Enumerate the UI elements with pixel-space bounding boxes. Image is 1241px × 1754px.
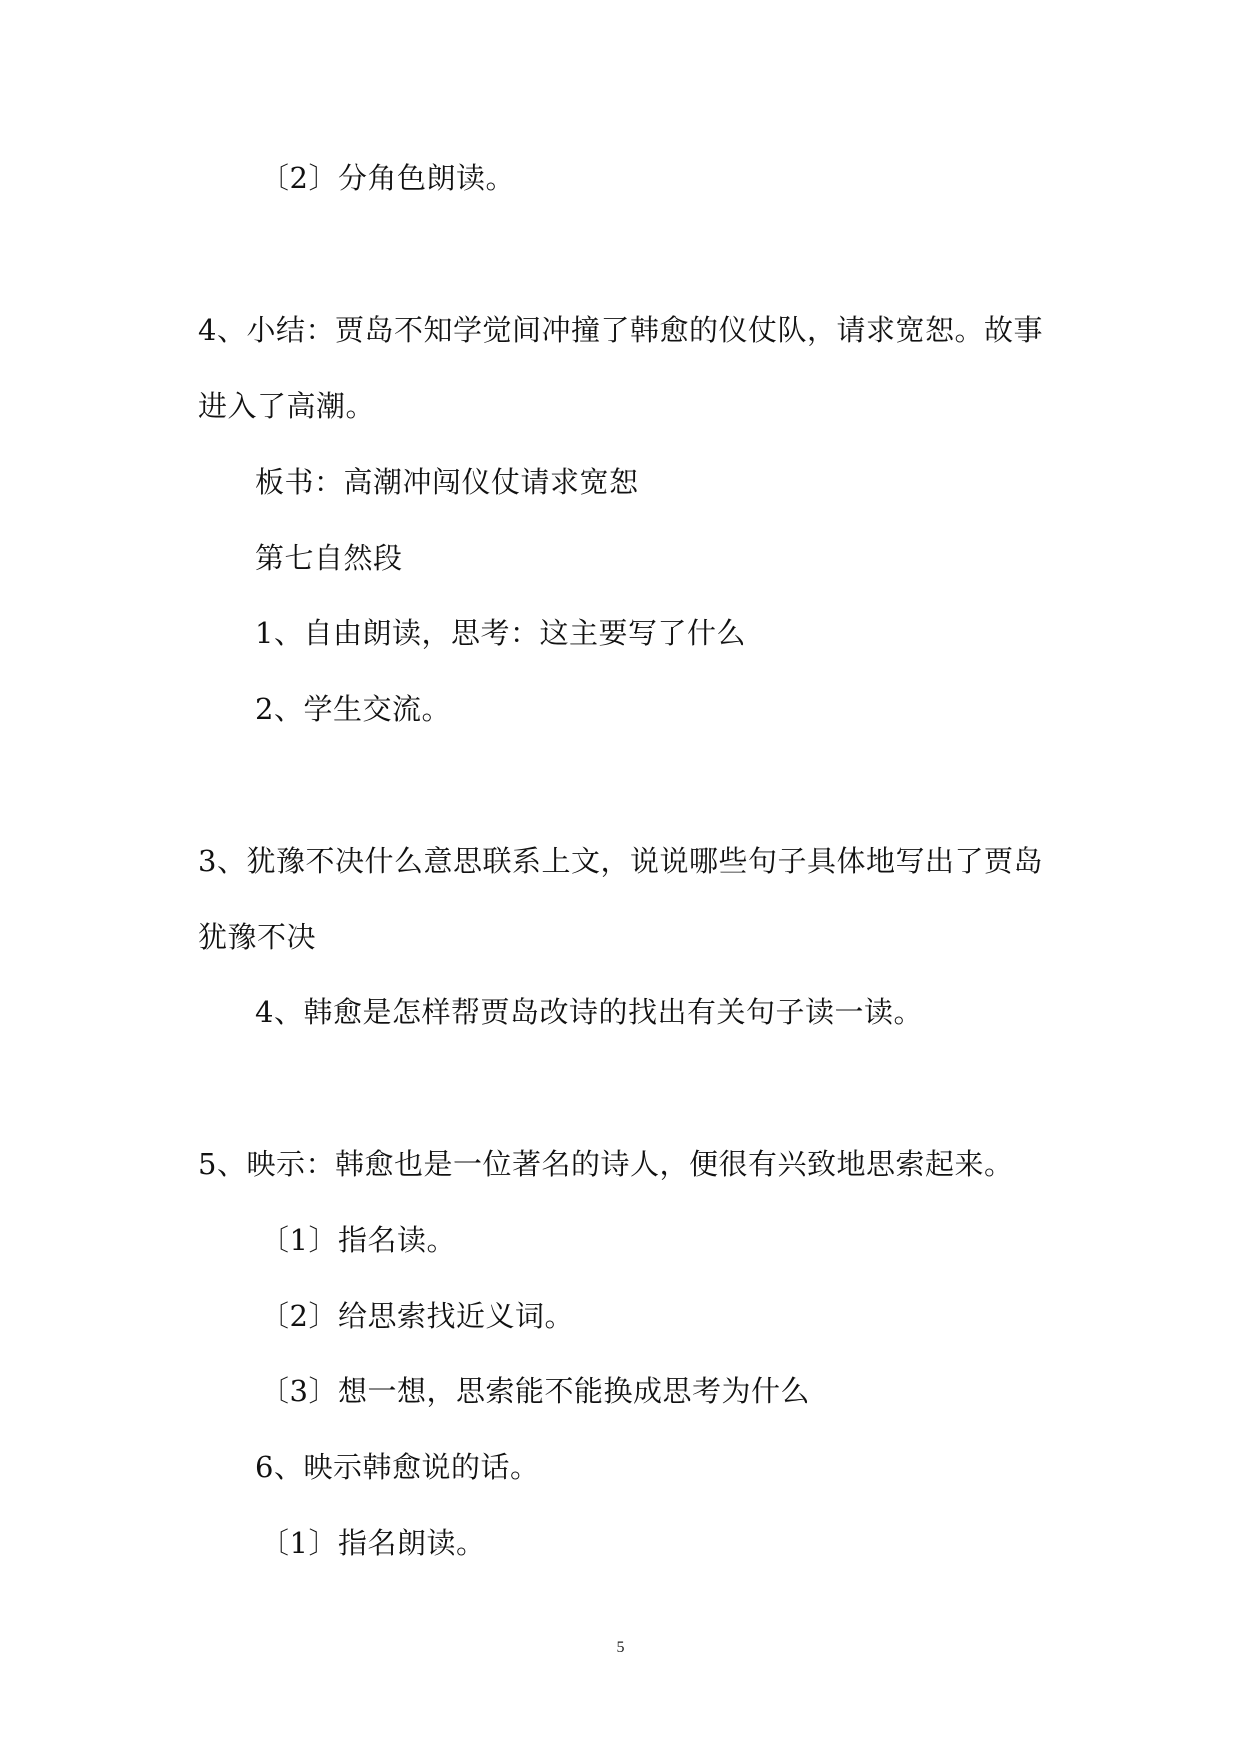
paragraph-line: 2、学生交流。: [255, 692, 451, 726]
paragraph-line: 〔2〕分角色朗读。: [260, 161, 515, 195]
paragraph-line: 第七自然段: [255, 541, 403, 575]
paragraph-line: 4、小结：贾岛不知学觉间冲撞了韩愈的仪仗队，请求宽恕。故事: [198, 313, 1043, 347]
paragraph-line: 5、映示：韩愈也是一位著名的诗人，便很有兴致地思索起来。: [198, 1147, 1014, 1181]
paragraph-line: 6、映示韩愈说的话。: [255, 1450, 540, 1484]
paragraph-line: 进入了高潮。: [198, 389, 376, 423]
paragraph-line: 犹豫不决: [198, 920, 317, 954]
paragraph-line: 〔2〕给思索找近义词。: [260, 1299, 574, 1333]
paragraph-line: 3、犹豫不决什么意思联系上文，说说哪些句子具体地写出了贾岛: [198, 844, 1043, 878]
paragraph-line: 板书：高潮冲闯仪仗请求宽恕: [255, 465, 639, 499]
paragraph-line: 〔3〕想一想，思索能不能换成思考为什么: [260, 1374, 810, 1408]
paragraph-line: 4、韩愈是怎样帮贾岛改诗的找出有关句子读一读。: [255, 995, 923, 1029]
paragraph-line: 〔1〕指名朗读。: [260, 1526, 486, 1560]
paragraph-line: 〔1〕指名读。: [260, 1223, 456, 1257]
page-number: 5: [616, 1639, 625, 1656]
paragraph-line: 1、自由朗读，思考：这主要写了什么: [255, 616, 746, 650]
